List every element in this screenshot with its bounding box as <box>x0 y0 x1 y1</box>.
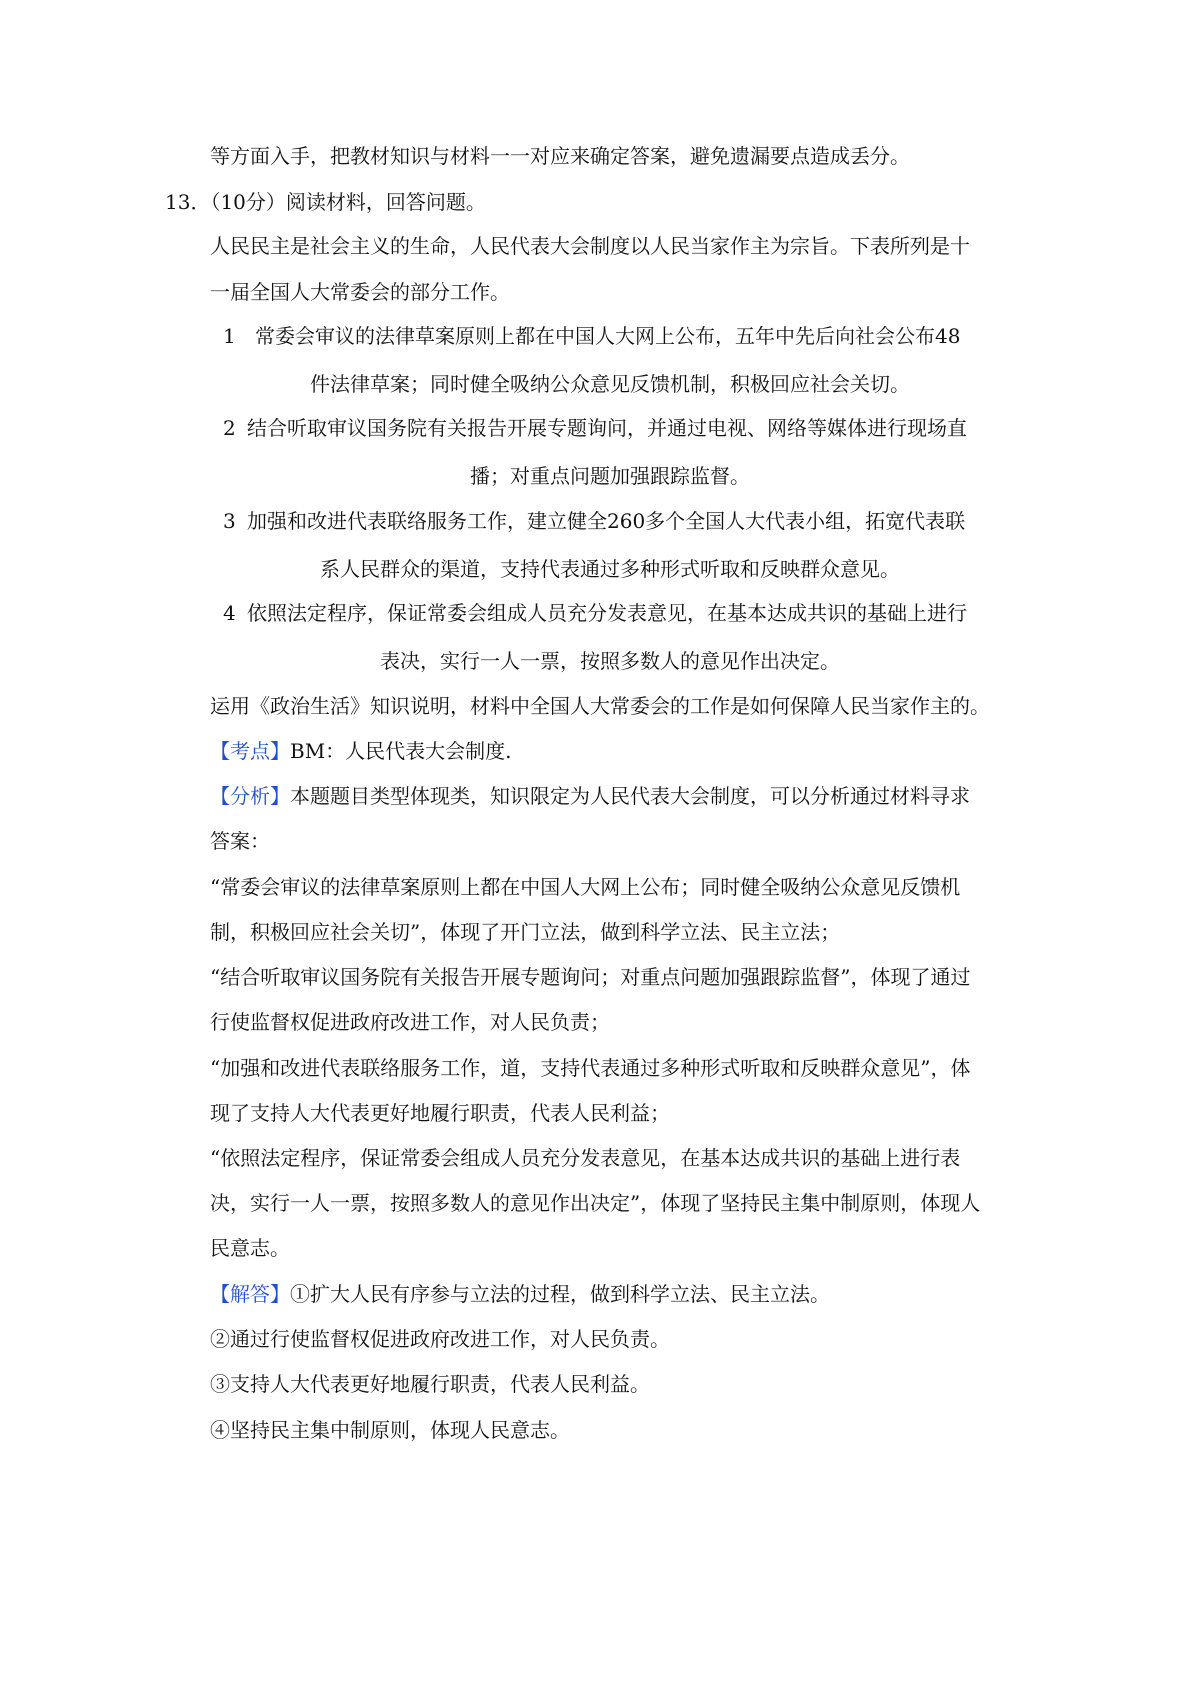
fenxi-tag: 【分析】 <box>210 784 290 808</box>
fenxi-line-2: 答案： <box>210 829 270 853</box>
jieda-point: ③支持人大代表更好地履行职责，代表人民利益。 <box>210 1372 650 1396</box>
table-row-number: 4 <box>223 601 236 625</box>
table-row-text-line-1: 依照法定程序，保证常委会组成人员充分发表意见，在基本达成共识的基础上进行 <box>247 601 967 625</box>
question-stem-line-2: 一届全国人大常委会的部分工作。 <box>210 280 510 304</box>
kaodian-tag: 【考点】 <box>210 739 290 763</box>
fenxi-text: 本题题目类型体现类，知识限定为人民代表大会制度，可以分析通过材料寻求 <box>290 784 970 808</box>
fenxi-paragraph-line: 行使监督权促进政府改进工作，对人民负责； <box>210 1010 610 1034</box>
table-row-text-line-1: 常委会审议的法律草案原则上都在中国人大网上公布，五年中先后向社会公布48 <box>255 324 961 348</box>
table-row-text-line-1: 结合听取审议国务院有关报告开展专题询问，并通过电视、网络等媒体进行现场直 <box>247 416 967 440</box>
table-row-text-line-1: 加强和改进代表联络服务工作，建立健全260多个全国人大代表小组，拓宽代表联 <box>247 509 966 533</box>
question-stem-line-1: 人民民主是社会主义的生命，人民代表大会制度以人民当家作主为宗旨。下表所列是十 <box>210 234 970 258</box>
jieda-line-1 <box>210 1280 830 1308</box>
jieda-point: ①扩大人民有序参与立法的过程，做到科学立法、民主立法。 <box>290 1282 830 1306</box>
fenxi-line-1 <box>210 782 970 810</box>
table-row-number: 2 <box>223 416 236 440</box>
fenxi-paragraph-line: “依照法定程序，保证常委会组成人员充分发表意见，在基本达成共识的基础上进行表 <box>210 1146 961 1170</box>
kaodian-text: BM：人民代表大会制度. <box>290 739 512 763</box>
fenxi-paragraph-line: “加强和改进代表联络服务工作，道，支持代表通过多种形式听取和反映群众意见”，体 <box>210 1056 971 1080</box>
fenxi-paragraph-line: “常委会审议的法律草案原则上都在中国人大网上公布；同时健全吸纳公众意见反馈机 <box>210 875 961 899</box>
question-prompt: 运用《政治生活》知识说明，材料中全国人大常委会的工作是如何保障人民当家作主的。 <box>210 694 990 718</box>
fenxi-paragraph-line: 制，积极回应社会关切”，体现了开门立法，做到科学立法、民主立法； <box>210 920 841 944</box>
jieda-point: ④坚持民主集中制原则，体现人民意志。 <box>210 1418 570 1442</box>
table-row-text-line-2: 播；对重点问题加强跟踪监督。 <box>470 464 750 488</box>
jieda-tag: 【解答】 <box>210 1282 290 1306</box>
question-header: 13．（10分）阅读材料，回答问题。 <box>165 190 486 214</box>
fenxi-paragraph-line: 民意志。 <box>210 1236 290 1260</box>
kaodian-line <box>210 737 512 765</box>
table-row-text-line-2: 件法律草案；同时健全吸纳公众意见反馈机制，积极回应社会关切。 <box>310 372 910 396</box>
fenxi-paragraph-line: “结合听取审议国务院有关报告开展专题询问；对重点问题加强跟踪监督”，体现了通过 <box>210 965 971 989</box>
fenxi-paragraph-line: 现了支持人大代表更好地履行职责，代表人民利益； <box>210 1101 670 1125</box>
table-row-number: 3 <box>223 509 236 533</box>
table-row-number: 1 <box>223 324 236 348</box>
intro-tail-text: 等方面入手，把教材知识与材料一一对应来确定答案，避免遗漏要点造成丢分。 <box>210 144 910 168</box>
fenxi-paragraph-line: 决，实行一人一票，按照多数人的意见作出决定”，体现了坚持民主集中制原则，体现人 <box>210 1191 981 1215</box>
table-row-text-line-2: 系人民群众的渠道，支持代表通过多种形式听取和反映群众意见。 <box>320 557 900 581</box>
table-row-text-line-2: 表决，实行一人一票，按照多数人的意见作出决定。 <box>380 649 840 673</box>
jieda-point: ②通过行使监督权促进政府改进工作，对人民负责。 <box>210 1327 670 1351</box>
